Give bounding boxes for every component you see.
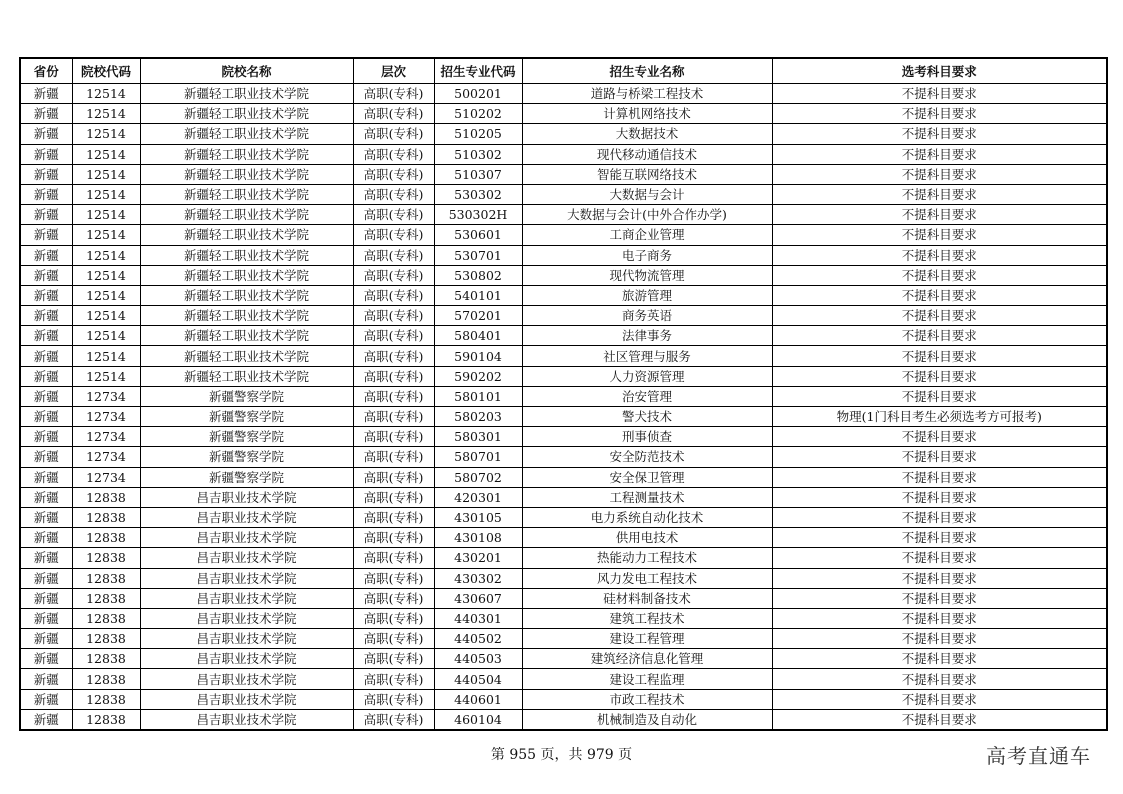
school-name-cell: 昌吉职业技术学院 xyxy=(140,588,353,608)
subject-requirement-cell: 不提科目要求 xyxy=(772,689,1107,709)
table-row xyxy=(20,709,1107,730)
major-code-cell: 510205 xyxy=(434,124,522,144)
province-cell: 新疆 xyxy=(20,164,72,184)
major-name-cell: 智能互联网络技术 xyxy=(522,164,772,184)
table-row xyxy=(20,528,1107,548)
school-code-cell: 12838 xyxy=(72,548,140,568)
major-name-cell: 建筑经济信息化管理 xyxy=(522,649,772,669)
school-code-cell: 12514 xyxy=(72,245,140,265)
major-name-cell: 风力发电工程技术 xyxy=(522,568,772,588)
major-code-cell: 590202 xyxy=(434,366,522,386)
table-row xyxy=(20,487,1107,507)
major-code-cell: 440301 xyxy=(434,608,522,628)
level-cell: 高职(专科) xyxy=(353,326,434,346)
school-code-cell: 12514 xyxy=(72,205,140,225)
school-name-cell: 昌吉职业技术学院 xyxy=(140,709,353,730)
admissions-table xyxy=(19,57,1108,731)
school-code-cell: 12734 xyxy=(72,427,140,447)
table-row xyxy=(20,366,1107,386)
level-cell: 高职(专科) xyxy=(353,245,434,265)
province-cell: 新疆 xyxy=(20,629,72,649)
major-code-cell: 580203 xyxy=(434,407,522,427)
major-code-cell: 580702 xyxy=(434,467,522,487)
school-name-cell: 新疆轻工职业技术学院 xyxy=(140,225,353,245)
subject-requirement-cell: 不提科目要求 xyxy=(772,487,1107,507)
subject-requirement-cell: 不提科目要求 xyxy=(772,346,1107,366)
province-cell: 新疆 xyxy=(20,507,72,527)
table-row xyxy=(20,84,1107,104)
school-code-cell: 12838 xyxy=(72,528,140,548)
major-code-cell: 430201 xyxy=(434,548,522,568)
major-name-cell: 建筑工程技术 xyxy=(522,608,772,628)
level-cell: 高职(专科) xyxy=(353,568,434,588)
table-row xyxy=(20,548,1107,568)
subject-requirement-cell: 物理(1门科目考生必须选考方可报考) xyxy=(772,407,1107,427)
school-code-cell: 12734 xyxy=(72,467,140,487)
table-row xyxy=(20,225,1107,245)
major-code-cell: 530601 xyxy=(434,225,522,245)
table-row xyxy=(20,507,1107,527)
school-name-cell: 新疆轻工职业技术学院 xyxy=(140,306,353,326)
major-code-cell: 510302 xyxy=(434,144,522,164)
province-cell: 新疆 xyxy=(20,326,72,346)
column-header: 招生专业代码 xyxy=(434,58,522,84)
school-name-cell: 昌吉职业技术学院 xyxy=(140,629,353,649)
level-cell: 高职(专科) xyxy=(353,407,434,427)
major-code-cell: 510307 xyxy=(434,164,522,184)
school-code-cell: 12514 xyxy=(72,326,140,346)
major-name-cell: 大数据技术 xyxy=(522,124,772,144)
table-row xyxy=(20,669,1107,689)
table-body xyxy=(20,84,1107,731)
major-code-cell: 530302H xyxy=(434,205,522,225)
column-header: 省份 xyxy=(20,58,72,84)
province-cell: 新疆 xyxy=(20,447,72,467)
school-code-cell: 12838 xyxy=(72,568,140,588)
subject-requirement-cell: 不提科目要求 xyxy=(772,285,1107,305)
province-cell: 新疆 xyxy=(20,548,72,568)
major-code-cell: 570201 xyxy=(434,306,522,326)
major-code-cell: 420301 xyxy=(434,487,522,507)
school-name-cell: 昌吉职业技术学院 xyxy=(140,669,353,689)
table-row xyxy=(20,205,1107,225)
subject-requirement-cell: 不提科目要求 xyxy=(772,124,1107,144)
level-cell: 高职(专科) xyxy=(353,608,434,628)
school-name-cell: 新疆轻工职业技术学院 xyxy=(140,104,353,124)
school-code-cell: 12514 xyxy=(72,265,140,285)
province-cell: 新疆 xyxy=(20,588,72,608)
subject-requirement-cell: 不提科目要求 xyxy=(772,104,1107,124)
school-name-cell: 昌吉职业技术学院 xyxy=(140,649,353,669)
table-row xyxy=(20,386,1107,406)
level-cell: 高职(专科) xyxy=(353,124,434,144)
table-row xyxy=(20,629,1107,649)
school-name-cell: 新疆警察学院 xyxy=(140,407,353,427)
page-number: 第 955 页，共 979 页 xyxy=(490,747,633,763)
school-code-cell: 12838 xyxy=(72,629,140,649)
major-code-cell: 440504 xyxy=(434,669,522,689)
major-code-cell: 580301 xyxy=(434,427,522,447)
level-cell: 高职(专科) xyxy=(353,265,434,285)
subject-requirement-cell: 不提科目要求 xyxy=(772,84,1107,104)
subject-requirement-cell: 不提科目要求 xyxy=(772,386,1107,406)
school-code-cell: 12838 xyxy=(72,669,140,689)
major-name-cell: 市政工程技术 xyxy=(522,689,772,709)
level-cell: 高职(专科) xyxy=(353,184,434,204)
province-cell: 新疆 xyxy=(20,84,72,104)
province-cell: 新疆 xyxy=(20,709,72,730)
school-code-cell: 12838 xyxy=(72,689,140,709)
major-name-cell: 工商企业管理 xyxy=(522,225,772,245)
level-cell: 高职(专科) xyxy=(353,588,434,608)
major-name-cell: 治安管理 xyxy=(522,386,772,406)
subject-requirement-cell: 不提科目要求 xyxy=(772,507,1107,527)
province-cell: 新疆 xyxy=(20,669,72,689)
table-row xyxy=(20,124,1107,144)
province-cell: 新疆 xyxy=(20,568,72,588)
major-name-cell: 安全保卫管理 xyxy=(522,467,772,487)
level-cell: 高职(专科) xyxy=(353,487,434,507)
school-code-cell: 12514 xyxy=(72,346,140,366)
level-cell: 高职(专科) xyxy=(353,164,434,184)
province-cell: 新疆 xyxy=(20,649,72,669)
major-code-cell: 580101 xyxy=(434,386,522,406)
province-cell: 新疆 xyxy=(20,608,72,628)
province-cell: 新疆 xyxy=(20,528,72,548)
level-cell: 高职(专科) xyxy=(353,427,434,447)
school-name-cell: 昌吉职业技术学院 xyxy=(140,528,353,548)
school-name-cell: 昌吉职业技术学院 xyxy=(140,608,353,628)
school-code-cell: 12514 xyxy=(72,144,140,164)
school-code-cell: 12514 xyxy=(72,285,140,305)
subject-requirement-cell: 不提科目要求 xyxy=(772,265,1107,285)
province-cell: 新疆 xyxy=(20,487,72,507)
school-code-cell: 12514 xyxy=(72,104,140,124)
level-cell: 高职(专科) xyxy=(353,669,434,689)
major-name-cell: 建设工程管理 xyxy=(522,629,772,649)
school-name-cell: 新疆轻工职业技术学院 xyxy=(140,184,353,204)
major-code-cell: 500201 xyxy=(434,84,522,104)
subject-requirement-cell: 不提科目要求 xyxy=(772,427,1107,447)
major-name-cell: 大数据与会计(中外合作办学) xyxy=(522,205,772,225)
province-cell: 新疆 xyxy=(20,689,72,709)
column-header: 招生专业名称 xyxy=(522,58,772,84)
school-name-cell: 昌吉职业技术学院 xyxy=(140,548,353,568)
school-name-cell: 新疆轻工职业技术学院 xyxy=(140,285,353,305)
table-row xyxy=(20,427,1107,447)
province-cell: 新疆 xyxy=(20,427,72,447)
school-name-cell: 新疆警察学院 xyxy=(140,427,353,447)
table-row xyxy=(20,467,1107,487)
major-code-cell: 440502 xyxy=(434,629,522,649)
level-cell: 高职(专科) xyxy=(353,225,434,245)
school-name-cell: 新疆轻工职业技术学院 xyxy=(140,84,353,104)
major-name-cell: 刑事侦查 xyxy=(522,427,772,447)
school-name-cell: 新疆轻工职业技术学院 xyxy=(140,144,353,164)
table-row xyxy=(20,184,1107,204)
major-name-cell: 机械制造及自动化 xyxy=(522,709,772,730)
major-name-cell: 人力资源管理 xyxy=(522,366,772,386)
level-cell: 高职(专科) xyxy=(353,386,434,406)
level-cell: 高职(专科) xyxy=(353,205,434,225)
school-code-cell: 12838 xyxy=(72,487,140,507)
table-row xyxy=(20,407,1107,427)
table-header xyxy=(20,58,1107,84)
major-code-cell: 440601 xyxy=(434,689,522,709)
subject-requirement-cell: 不提科目要求 xyxy=(772,709,1107,730)
school-name-cell: 新疆轻工职业技术学院 xyxy=(140,124,353,144)
level-cell: 高职(专科) xyxy=(353,507,434,527)
major-code-cell: 430607 xyxy=(434,588,522,608)
major-name-cell: 法律事务 xyxy=(522,326,772,346)
major-name-cell: 旅游管理 xyxy=(522,285,772,305)
table-row xyxy=(20,164,1107,184)
subject-requirement-cell: 不提科目要求 xyxy=(772,528,1107,548)
table-row xyxy=(20,608,1107,628)
subject-requirement-cell: 不提科目要求 xyxy=(772,164,1107,184)
school-code-cell: 12514 xyxy=(72,124,140,144)
table-row xyxy=(20,689,1107,709)
province-cell: 新疆 xyxy=(20,346,72,366)
major-code-cell: 530701 xyxy=(434,245,522,265)
major-name-cell: 电力系统自动化技术 xyxy=(522,507,772,527)
school-name-cell: 昌吉职业技术学院 xyxy=(140,507,353,527)
column-header: 院校代码 xyxy=(72,58,140,84)
province-cell: 新疆 xyxy=(20,407,72,427)
level-cell: 高职(专科) xyxy=(353,467,434,487)
school-code-cell: 12734 xyxy=(72,407,140,427)
school-code-cell: 12838 xyxy=(72,507,140,527)
major-code-cell: 460104 xyxy=(434,709,522,730)
school-code-cell: 12734 xyxy=(72,386,140,406)
major-code-cell: 590104 xyxy=(434,346,522,366)
major-name-cell: 热能动力工程技术 xyxy=(522,548,772,568)
school-name-cell: 新疆轻工职业技术学院 xyxy=(140,245,353,265)
school-name-cell: 新疆警察学院 xyxy=(140,386,353,406)
subject-requirement-cell: 不提科目要求 xyxy=(772,326,1107,346)
subject-requirement-cell: 不提科目要求 xyxy=(772,649,1107,669)
major-code-cell: 580701 xyxy=(434,447,522,467)
level-cell: 高职(专科) xyxy=(353,709,434,730)
major-code-cell: 530302 xyxy=(434,184,522,204)
subject-requirement-cell: 不提科目要求 xyxy=(772,669,1107,689)
subject-requirement-cell: 不提科目要求 xyxy=(772,608,1107,628)
subject-requirement-cell: 不提科目要求 xyxy=(772,184,1107,204)
level-cell: 高职(专科) xyxy=(353,285,434,305)
level-cell: 高职(专科) xyxy=(353,346,434,366)
column-header: 院校名称 xyxy=(140,58,353,84)
province-cell: 新疆 xyxy=(20,225,72,245)
province-cell: 新疆 xyxy=(20,285,72,305)
subject-requirement-cell: 不提科目要求 xyxy=(772,366,1107,386)
major-name-cell: 建设工程监理 xyxy=(522,669,772,689)
major-code-cell: 510202 xyxy=(434,104,522,124)
table-row xyxy=(20,285,1107,305)
major-code-cell: 430105 xyxy=(434,507,522,527)
school-code-cell: 12838 xyxy=(72,588,140,608)
level-cell: 高职(专科) xyxy=(353,548,434,568)
school-name-cell: 新疆轻工职业技术学院 xyxy=(140,164,353,184)
level-cell: 高职(专科) xyxy=(353,629,434,649)
school-code-cell: 12838 xyxy=(72,608,140,628)
table-row xyxy=(20,447,1107,467)
major-code-cell: 430108 xyxy=(434,528,522,548)
table-row xyxy=(20,306,1107,326)
school-name-cell: 新疆轻工职业技术学院 xyxy=(140,205,353,225)
province-cell: 新疆 xyxy=(20,386,72,406)
school-code-cell: 12514 xyxy=(72,164,140,184)
major-name-cell: 大数据与会计 xyxy=(522,184,772,204)
table-row xyxy=(20,144,1107,164)
school-name-cell: 新疆轻工职业技术学院 xyxy=(140,265,353,285)
major-code-cell: 440503 xyxy=(434,649,522,669)
school-name-cell: 昌吉职业技术学院 xyxy=(140,487,353,507)
major-name-cell: 安全防范技术 xyxy=(522,447,772,467)
school-name-cell: 新疆轻工职业技术学院 xyxy=(140,346,353,366)
school-name-cell: 新疆轻工职业技术学院 xyxy=(140,326,353,346)
subject-requirement-cell: 不提科目要求 xyxy=(772,588,1107,608)
province-cell: 新疆 xyxy=(20,245,72,265)
subject-requirement-cell: 不提科目要求 xyxy=(772,548,1107,568)
school-name-cell: 新疆警察学院 xyxy=(140,447,353,467)
major-code-cell: 540101 xyxy=(434,285,522,305)
major-name-cell: 商务英语 xyxy=(522,306,772,326)
province-cell: 新疆 xyxy=(20,184,72,204)
table-row xyxy=(20,326,1107,346)
school-name-cell: 新疆轻工职业技术学院 xyxy=(140,366,353,386)
header-row xyxy=(20,58,1107,84)
column-header: 层次 xyxy=(353,58,434,84)
level-cell: 高职(专科) xyxy=(353,447,434,467)
column-header: 选考科目要求 xyxy=(772,58,1107,84)
major-code-cell: 430302 xyxy=(434,568,522,588)
table-row xyxy=(20,346,1107,366)
province-cell: 新疆 xyxy=(20,104,72,124)
province-cell: 新疆 xyxy=(20,205,72,225)
level-cell: 高职(专科) xyxy=(353,104,434,124)
school-code-cell: 12838 xyxy=(72,649,140,669)
province-cell: 新疆 xyxy=(20,144,72,164)
major-name-cell: 道路与桥梁工程技术 xyxy=(522,84,772,104)
province-cell: 新疆 xyxy=(20,124,72,144)
subject-requirement-cell: 不提科目要求 xyxy=(772,144,1107,164)
major-name-cell: 现代物流管理 xyxy=(522,265,772,285)
subject-requirement-cell: 不提科目要求 xyxy=(772,245,1107,265)
province-cell: 新疆 xyxy=(20,306,72,326)
table-row xyxy=(20,568,1107,588)
school-name-cell: 新疆警察学院 xyxy=(140,467,353,487)
table-row xyxy=(20,104,1107,124)
province-cell: 新疆 xyxy=(20,467,72,487)
watermark-text: 高考直通车 xyxy=(986,744,1091,768)
subject-requirement-cell: 不提科目要求 xyxy=(772,447,1107,467)
level-cell: 高职(专科) xyxy=(353,144,434,164)
major-name-cell: 供用电技术 xyxy=(522,528,772,548)
table-row xyxy=(20,588,1107,608)
major-name-cell: 计算机网络技术 xyxy=(522,104,772,124)
subject-requirement-cell: 不提科目要求 xyxy=(772,205,1107,225)
major-code-cell: 530802 xyxy=(434,265,522,285)
subject-requirement-cell: 不提科目要求 xyxy=(772,467,1107,487)
level-cell: 高职(专科) xyxy=(353,366,434,386)
major-name-cell: 警犬技术 xyxy=(522,407,772,427)
school-code-cell: 12514 xyxy=(72,184,140,204)
school-code-cell: 12734 xyxy=(72,447,140,467)
level-cell: 高职(专科) xyxy=(353,84,434,104)
school-code-cell: 12514 xyxy=(72,84,140,104)
level-cell: 高职(专科) xyxy=(353,689,434,709)
subject-requirement-cell: 不提科目要求 xyxy=(772,568,1107,588)
subject-requirement-cell: 不提科目要求 xyxy=(772,225,1107,245)
subject-requirement-cell: 不提科目要求 xyxy=(772,629,1107,649)
major-name-cell: 现代移动通信技术 xyxy=(522,144,772,164)
major-code-cell: 580401 xyxy=(434,326,522,346)
major-name-cell: 电子商务 xyxy=(522,245,772,265)
school-name-cell: 昌吉职业技术学院 xyxy=(140,568,353,588)
subject-requirement-cell: 不提科目要求 xyxy=(772,306,1107,326)
major-name-cell: 工程测量技术 xyxy=(522,487,772,507)
school-code-cell: 12838 xyxy=(72,709,140,730)
school-name-cell: 昌吉职业技术学院 xyxy=(140,689,353,709)
school-code-cell: 12514 xyxy=(72,306,140,326)
table-row xyxy=(20,649,1107,669)
table-row xyxy=(20,245,1107,265)
province-cell: 新疆 xyxy=(20,265,72,285)
level-cell: 高职(专科) xyxy=(353,528,434,548)
level-cell: 高职(专科) xyxy=(353,306,434,326)
province-cell: 新疆 xyxy=(20,366,72,386)
table-row xyxy=(20,265,1107,285)
level-cell: 高职(专科) xyxy=(353,649,434,669)
major-name-cell: 硅材料制备技术 xyxy=(522,588,772,608)
school-code-cell: 12514 xyxy=(72,366,140,386)
major-name-cell: 社区管理与服务 xyxy=(522,346,772,366)
school-code-cell: 12514 xyxy=(72,225,140,245)
